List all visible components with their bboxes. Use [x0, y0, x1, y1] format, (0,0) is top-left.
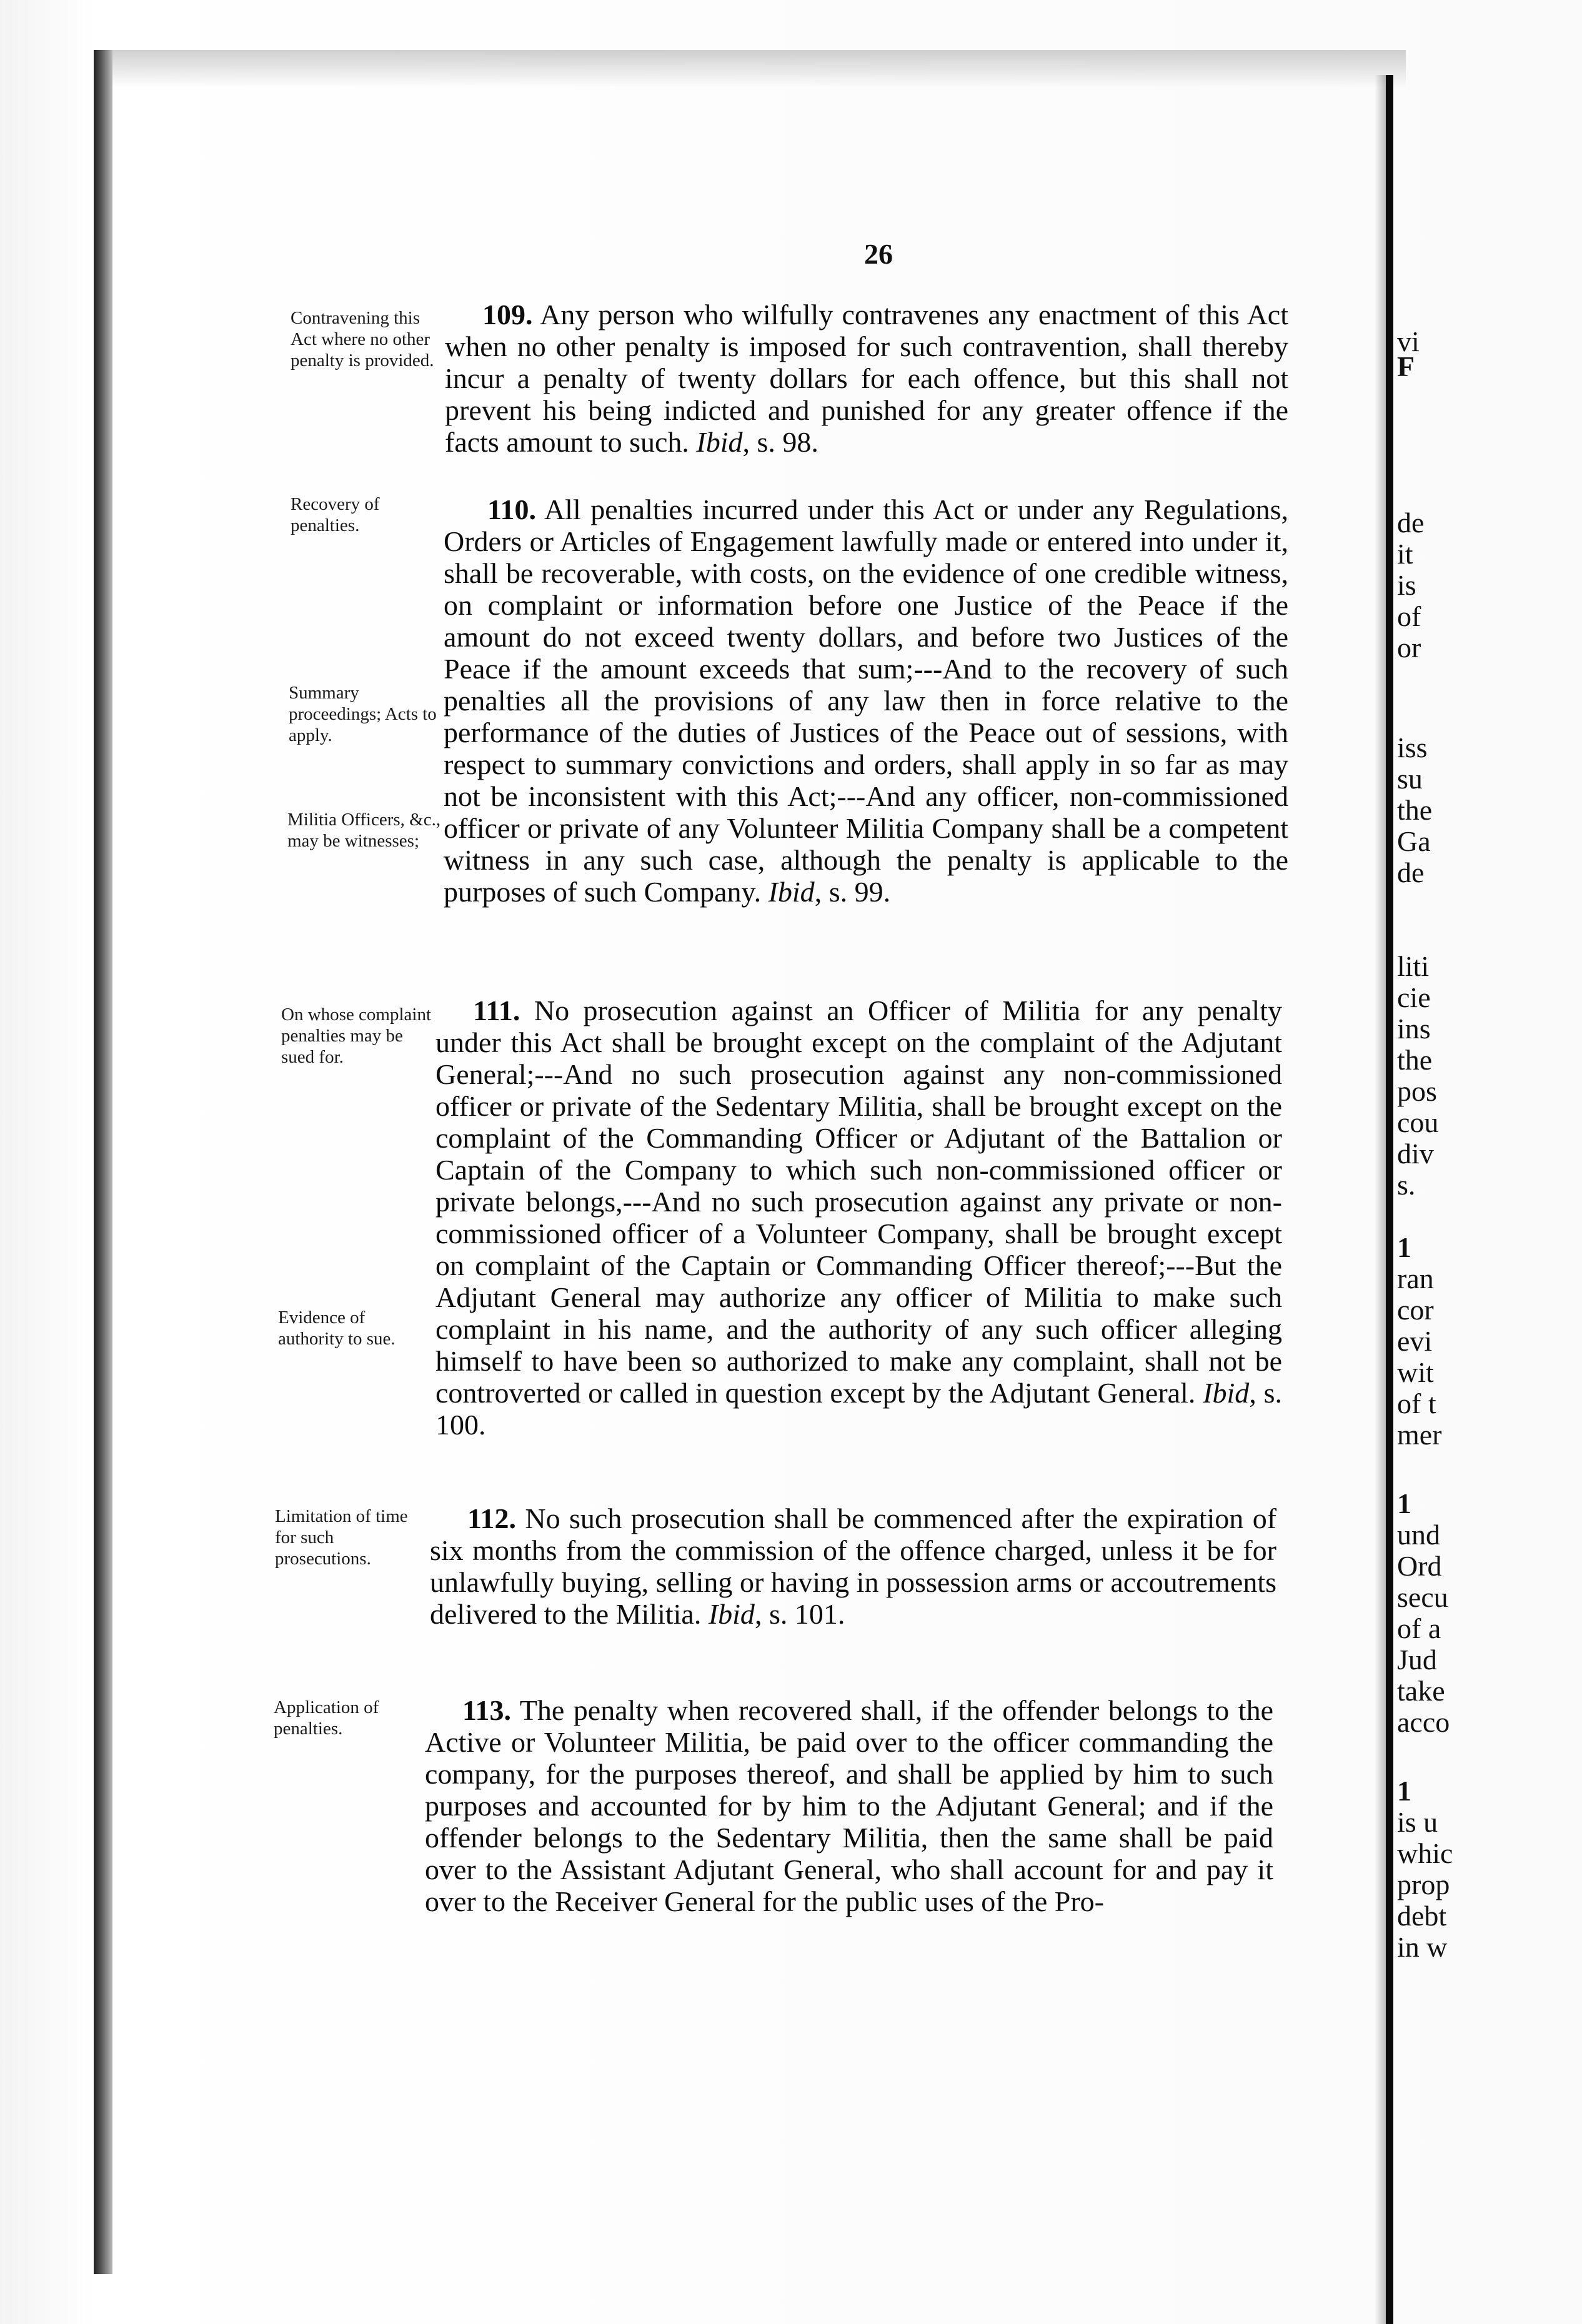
fragment: or	[1397, 632, 1421, 663]
section-citation: Ibid	[768, 876, 815, 908]
page-left-edge	[94, 50, 112, 2274]
margin-note-application: Application of penalties.	[274, 1697, 379, 1739]
section-citation: Ibid	[708, 1598, 755, 1630]
section-ref: , s. 100.	[435, 1377, 1283, 1441]
section-text: Any person who wilfully contravenes any enactment of this Act when no other penalty is imposed for such contravention, shall thereby incur a penalty of twenty dollars for each offence, but this shall not prevent his being indicted and punished for any greater offence if the facts amount to such.	[445, 299, 1288, 458]
section-number: 112.	[467, 1502, 516, 1534]
fragment: 1	[1397, 1775, 1411, 1807]
section-ref: , s. 99.	[814, 876, 891, 908]
fragment: evi	[1397, 1325, 1433, 1357]
fragment: is u	[1397, 1806, 1438, 1838]
fragment: liti	[1397, 950, 1430, 982]
fragment: secu	[1397, 1581, 1448, 1613]
fragment: cie	[1397, 981, 1431, 1013]
fragment: whic	[1397, 1837, 1453, 1869]
section-111	[435, 995, 1282, 1441]
fragment: of t	[1397, 1388, 1436, 1419]
fragment: de	[1397, 507, 1425, 539]
section-text: The penalty when recovered shall, if the offender belongs to the Active or Volunteer Militia, be paid over to the officer commanding the company, for the purposes thereof, and shall be applied by him to such purposes and accounted for by him to the Adjutant General; and if the offender belongs to the Sedentary Militia, then the same shall be paid over to the Assistant Adjutant General, who shall account for and pay it over to the Receiver General for the public uses of the Pro-	[425, 1694, 1274, 1917]
margin-note-evidence: Evidence of authority to sue.	[278, 1308, 396, 1349]
fragment: of	[1397, 600, 1421, 632]
fragment: it	[1397, 538, 1413, 570]
margin-note-limitation: Limitation of time for such prosecutions.	[275, 1506, 408, 1569]
section-citation: Ibid	[1203, 1377, 1250, 1409]
fragment: 1	[1397, 1487, 1411, 1519]
section-113	[425, 1694, 1273, 1917]
fragment: iss	[1397, 732, 1428, 763]
margin-note-witnesses: Militia Officers, &c., may be witnesses;	[287, 810, 441, 851]
fragment: the	[1397, 1044, 1433, 1076]
section-text: No prosecution against an Officer of Militia for any penalty under this Act shall be brought except on the complaint of the Adjutant General;---And no such prosecution against any non-commissioned officer or private of the Sedentary Militia, shall be brought except on the complaint of the Commanding Officer or Adjutant of the Battalion or Captain of the Company to which such non-commissioned officer or private belongs,---And no such prosecution against any private or non-commissioned officer of a Volunteer Company, shall be brought except on complaint of the Captain or Commanding Officer thereof;---But the Adjutant General may authorize any officer of Militia to make such complaint in his name, and the authority of any such officer alleging himself to have been so authorized to make any complaint, shall not be controverted or called in question except by the Adjutant General.	[435, 995, 1282, 1409]
page-top-shadow	[94, 50, 1406, 87]
fragment: wit	[1397, 1356, 1434, 1388]
fragment: in w	[1397, 1931, 1448, 1963]
section-number: 113.	[462, 1694, 511, 1726]
margin-note-recovery: Recovery of penalties.	[291, 494, 380, 535]
spine-shadow	[1375, 75, 1386, 2324]
fragment: vi	[1397, 325, 1420, 357]
fragment: debt	[1397, 1900, 1447, 1932]
fragment: prop	[1397, 1869, 1450, 1900]
section-ref: , s. 98.	[742, 426, 818, 458]
fragment: div	[1397, 1138, 1434, 1169]
fragment: take	[1397, 1675, 1445, 1707]
section-110	[444, 494, 1288, 908]
margin-note-summary: Summary proceedings; Acts to apply.	[289, 683, 437, 745]
fragment: pos	[1397, 1075, 1437, 1107]
fragment: mer	[1397, 1419, 1442, 1451]
fragment: su	[1397, 763, 1423, 795]
fragment: ins	[1397, 1013, 1431, 1045]
section-number: 109.	[482, 299, 533, 330]
fragment: the	[1397, 794, 1433, 826]
section-citation: Ibid	[696, 426, 743, 458]
fragment: is	[1397, 569, 1416, 601]
margin-note-whose-complaint: On whose complaint penalties may be sued for.	[281, 1005, 432, 1067]
fragment: ran	[1397, 1263, 1434, 1294]
fragment: acco	[1397, 1706, 1450, 1738]
fragment: F	[1397, 350, 1415, 382]
fragment: of a	[1397, 1612, 1441, 1644]
fragment: s.	[1397, 1169, 1416, 1201]
margin-note-contravening: Contravening this Act where no other penalty is provided.	[291, 308, 434, 370]
fragment: Ga	[1397, 825, 1431, 857]
fragment: 1	[1397, 1231, 1411, 1263]
section-112	[430, 1502, 1276, 1630]
section-109	[445, 299, 1288, 458]
section-text: All penalties incurred under this Act or under any Regulations, Orders or Articles of Engagement lawfully made or entered into under it, shall be recoverable, with costs, on the evidence of one credible witness, on complaint or information before one Justice of the Peace if the amount do not exceed twenty dollars, and before two Justices of the Peace if the amount exceeds that sum;---And to the recovery of such penalties all the provisions of any law then in force relative to the performance of the duties of Justices of the Peace out of sessions, with respect to summary convictions and orders, shall apply in so far as may not be inconsistent with this Act;---And any officer, non-commissioned officer or private of any Volunteer Militia Company shall be a competent witness in any such case, although the penalty is applicable to the purposes of such Company.	[444, 494, 1288, 908]
fragment: cor	[1397, 1294, 1434, 1326]
page-number: 26	[864, 238, 893, 270]
fragment: Jud	[1397, 1644, 1437, 1676]
section-text: No such prosecution shall be commenced after the expiration of six months from the commission of the offence charged, unless it be for unlawfully buying, selling or having in possession arms or accoutrements delivered to the Militia.	[430, 1502, 1277, 1630]
fragment: cou	[1397, 1106, 1439, 1138]
page-spine	[1386, 75, 1393, 2324]
fragment: Ord	[1397, 1550, 1442, 1582]
section-ref: , s. 101.	[754, 1598, 845, 1630]
fragment: und	[1397, 1519, 1440, 1551]
fragment: de	[1397, 857, 1425, 888]
section-number: 111.	[473, 995, 520, 1026]
section-number: 110.	[487, 494, 536, 525]
